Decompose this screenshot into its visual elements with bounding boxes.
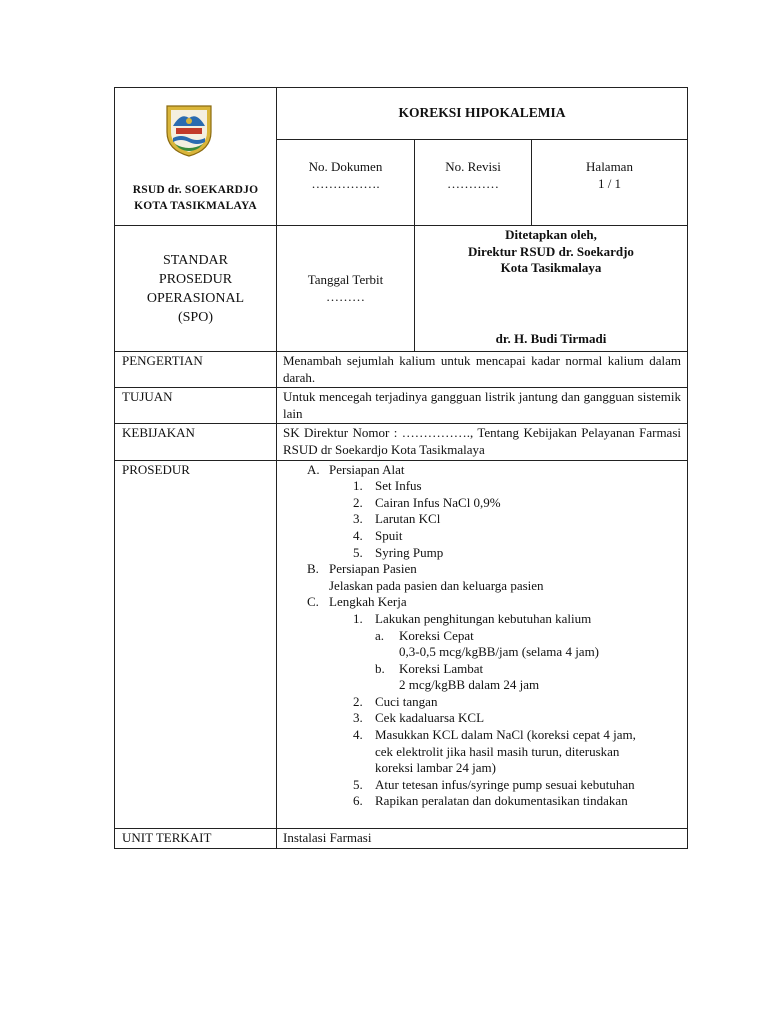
prosedur-section-b [283,561,681,594]
spo-line-2: PROSEDUR [158,271,233,287]
list-item: 2. Cuci tangan [353,693,438,709]
no-dokumen-value: ……………. [311,175,380,191]
list-item: 4. Masukkan KCL dalam NaCl (koreksi cepat 4 jam, cek elektrolit jika hasil masih turun, diteruskan koreksi lambar 24 jam) [353,727,636,776]
list-item: 2. Cairan Infus NaCl 0,9% [353,494,501,510]
list-item: b. Koreksi Lambat [375,660,484,676]
list-item: 5. Atur tetesan infus/syringe pump sesuai kebutuhan [353,776,635,792]
hospital-emblem-icon [163,102,215,158]
prosedur-label: PROSEDUR [115,460,277,828]
ditetapkan-line-2: Direktur RSUD dr. Soekardjo [468,243,634,259]
ditetapkan-line-3: Kota Tasikmalaya [500,260,602,276]
kebijakan-text: SK Direktur Nomor : ……………., Tentang Kebijakan Pelayanan Farmasi RSUD dr Soekardjo Kota Tasikmalaya [277,424,688,460]
tanggal-terbit-cell [277,226,415,352]
list-item: 1. Set Infus [353,478,422,494]
prosedur-section-c [283,594,681,810]
list-item: 3. Larutan KCl [353,511,441,527]
spo-document [114,87,687,849]
pengertian-text: Menambah sejumlah kalium untuk mencapai kadar normal kalium dalam darah. [277,352,688,388]
halaman-cell [532,140,688,226]
list-item: 1. Lakukan penghitungan kebutuhan kalium [353,610,592,626]
spo-line-1: STANDAR [163,252,228,268]
hospital-name-line2: KOTA TASIKMALAYA [134,200,257,212]
tanggal-terbit-value: ……… [326,288,365,304]
signatory-name: dr. H. Budi Tirmadi [495,331,607,347]
no-dokumen-label: No. Dokumen [308,159,383,174]
pengertian-label: PENGERTIAN [115,352,277,388]
spo-label-cell [115,226,277,352]
prosedur-section-a [283,462,681,562]
no-revisi-value: ………… [447,175,499,191]
list-item: 5. Syring Pump [353,544,444,560]
koreksi-cepat-dose: 0,3-0,5 mcg/kgBB/jam (selama 4 jam) [399,644,600,660]
tanggal-terbit-label: Tanggal Terbit [307,271,384,287]
kebijakan-label: KEBIJAKAN [115,424,277,460]
prosedur-content [277,460,688,828]
section-b-text: Jelaskan pada pasien dan keluarga pasien [329,577,544,593]
hospital-logo-cell [115,88,277,226]
spo-line-4: (SPO) [177,309,213,325]
list-item: 3. Cek kadaluarsa KCL [353,710,485,726]
hospital-name [115,182,276,214]
list-item: 6. Rapikan peralatan dan dokumentasikan tindakan [353,793,628,809]
ditetapkan-cell [415,226,688,352]
no-revisi-label: No. Revisi [445,159,501,174]
no-revisi-cell [415,140,532,226]
section-b-title: Persiapan Pasien [329,561,417,577]
unit-terkait-label: UNIT TERKAIT [115,829,277,849]
tujuan-text: Untuk mencegah terjadinya gangguan listrik jantung dan gangguan sistemik lain [277,388,688,424]
tujuan-label: TUJUAN [115,388,277,424]
section-b-marker: B. [307,561,319,577]
document-title: KOREKSI HIPOKALEMIA [277,88,688,140]
section-c-title: Lengkah Kerja [329,594,407,610]
koreksi-lambat-dose: 2 mcg/kgBB dalam 24 jam [399,677,540,693]
ditetapkan-line-1: Ditetapkan oleh, [505,227,597,242]
halaman-value: 1 / 1 [597,175,622,191]
list-item: a. Koreksi Cepat [375,627,474,643]
hospital-name-line1: RSUD dr. SOEKARDJO [132,184,259,196]
spo-line-3: OPERASIONAL [146,290,245,306]
list-item: 4. Spuit [353,527,403,543]
unit-terkait-text: Instalasi Farmasi [277,829,688,849]
spo-table [114,87,688,849]
section-c-marker: C. [307,594,319,610]
section-a-marker: A. [307,461,320,477]
section-a-title: Persiapan Alat [329,461,405,477]
no-dokumen-cell [277,140,415,226]
halaman-label: Halaman [586,159,633,174]
